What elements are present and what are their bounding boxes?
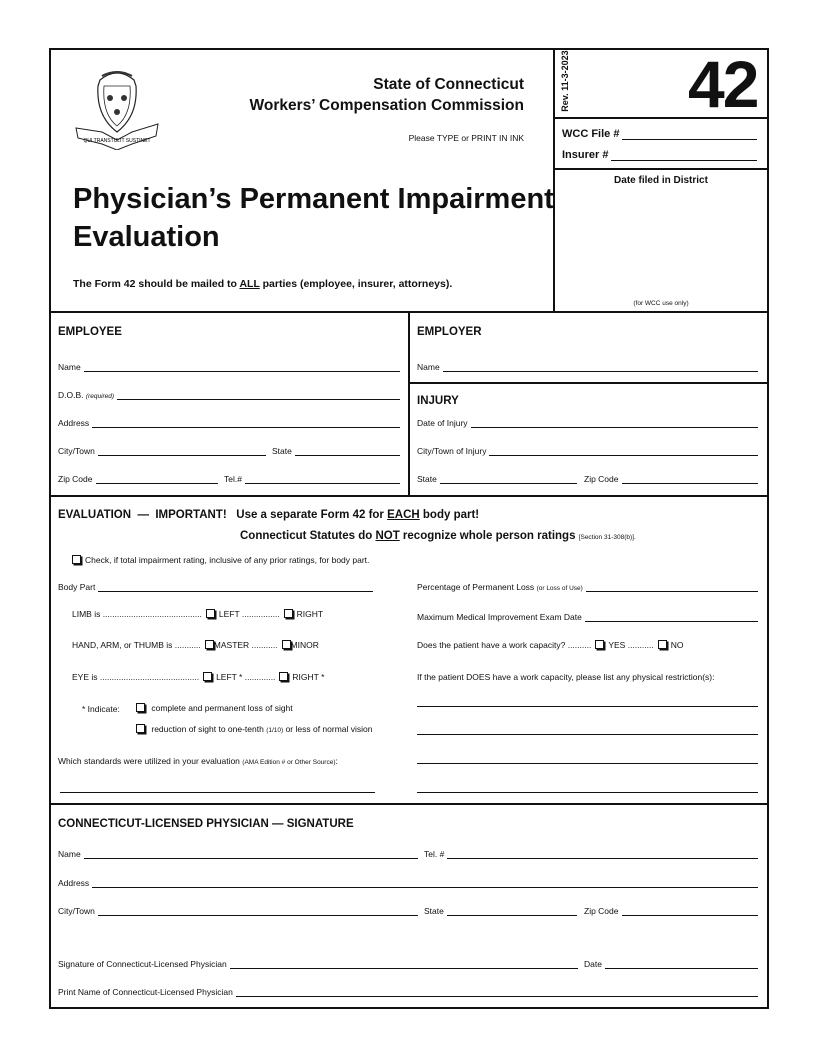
- wcc-file-field[interactable]: [562, 126, 757, 140]
- right-label: RIGHT *: [292, 672, 325, 682]
- label: Address: [58, 418, 90, 428]
- loss-of-sight-option[interactable]: [132, 703, 293, 713]
- label: City/Town: [58, 906, 95, 916]
- form-title: [73, 180, 554, 256]
- statute-section: [Section 31-308(b)].: [578, 534, 636, 541]
- employee-address-field[interactable]: [58, 416, 400, 428]
- minor-label: MINOR: [290, 640, 319, 650]
- eye-side: [72, 672, 324, 682]
- label: Does the patient have a work capacity? ..........: [417, 640, 592, 650]
- label: Zip Code: [584, 474, 619, 484]
- mail-note: [73, 278, 452, 290]
- label: City/Town: [58, 446, 95, 456]
- physician-tel-field[interactable]: [424, 847, 758, 859]
- employer-section: [408, 311, 769, 384]
- wcc-use-note: (for WCC use only): [633, 300, 689, 307]
- label: Percentage of Permanent Loss: [417, 582, 535, 592]
- wcc-file-label: WCC File #: [562, 128, 620, 140]
- employee-tel-field[interactable]: [224, 472, 400, 484]
- mail-note-all: ALL: [239, 278, 260, 290]
- label: Name: [58, 362, 81, 372]
- label: LIMB is ..........................................: [72, 609, 202, 619]
- signature-date-field[interactable]: [584, 957, 758, 969]
- left-label: LEFT * .............: [216, 672, 276, 682]
- fraction: (1/10): [266, 727, 284, 734]
- restrictions-label: If the patient DOES have a work capacity, please list any physical restriction(s):: [417, 672, 715, 682]
- label: State: [417, 474, 437, 484]
- evaluation-title: EVALUATION: [58, 509, 132, 521]
- percentage-loss-field[interactable]: [417, 580, 758, 592]
- statute-post: recognize whole person ratings: [399, 530, 576, 542]
- separate-note-end: body part!: [419, 509, 480, 521]
- employee-name-field[interactable]: [58, 360, 400, 372]
- label: State: [424, 906, 444, 916]
- restriction-line-4[interactable]: [417, 792, 758, 793]
- master-checkbox[interactable]: [205, 640, 214, 649]
- label: reduction of sight to one-tenth: [151, 724, 264, 734]
- label: HAND, ARM, or THUMB is ...........: [72, 640, 201, 650]
- physician-signature-field[interactable]: [58, 957, 578, 969]
- wcc-file-box: [553, 117, 769, 170]
- date-filed-label: Date filed in District: [614, 175, 708, 186]
- checkbox[interactable]: [136, 703, 145, 712]
- limb-side: [72, 609, 323, 619]
- master-label: MASTER ...........: [213, 640, 278, 650]
- separate-note: Use a separate Form 42 for: [236, 509, 388, 521]
- checkbox[interactable]: [136, 724, 145, 733]
- label: Name: [417, 362, 440, 372]
- total-rating-check[interactable]: [68, 555, 369, 565]
- colon: :: [335, 756, 338, 766]
- employer-name-field[interactable]: [417, 360, 758, 372]
- employee-heading: EMPLOYEE: [58, 326, 122, 338]
- dash: —: [137, 509, 149, 521]
- state-title: State of Connecticut: [373, 76, 524, 93]
- form-title-line1: Physician’s Permanent Impairment: [73, 183, 554, 215]
- limb-left-checkbox[interactable]: [206, 609, 215, 618]
- physician-address-field[interactable]: [58, 876, 758, 888]
- physician-print-name-field[interactable]: [58, 985, 758, 997]
- label: Signature of Connecticut-Licensed Physician: [58, 959, 227, 969]
- form-number: 42: [688, 47, 758, 121]
- restriction-line-3[interactable]: [417, 763, 758, 764]
- svg-text:QUI TRANSTULIT SUSTINET: QUI TRANSTULIT SUSTINET: [83, 138, 151, 144]
- label: Zip Code: [584, 906, 619, 916]
- important-label: IMPORTANT!: [155, 509, 227, 521]
- label: City/Town of Injury: [417, 446, 487, 456]
- statute-pre: Connecticut Statutes do: [240, 530, 376, 542]
- physician-zip-field[interactable]: [584, 904, 758, 916]
- statute-note: [240, 530, 636, 542]
- no-checkbox[interactable]: [658, 640, 667, 649]
- note: (or Loss of Use): [536, 585, 583, 592]
- insurer-field[interactable]: [562, 147, 757, 161]
- employee-city-field[interactable]: [58, 444, 266, 456]
- injury-city-field[interactable]: [417, 444, 758, 456]
- label: Which standards were utilized in your evaluation: [58, 756, 240, 766]
- employer-heading: EMPLOYER: [417, 326, 482, 338]
- physician-name-field[interactable]: [58, 847, 418, 859]
- standards-input-line[interactable]: [60, 792, 375, 793]
- employee-state-field[interactable]: [272, 444, 400, 456]
- note: (AMA Edition # or Other Source): [242, 759, 336, 766]
- label: D.O.B.: [58, 390, 84, 400]
- label: Tel. #: [424, 849, 445, 859]
- no-label: NO: [670, 640, 684, 650]
- label: Print Name of Connecticut-Licensed Physician: [58, 987, 233, 997]
- label: Date of Injury: [417, 418, 468, 428]
- label: Address: [58, 878, 90, 888]
- standards-label: [58, 756, 338, 766]
- commission-title: Workers’ Compensation Commission: [249, 97, 524, 114]
- mail-note-pre: The Form 42 should be mailed to: [73, 278, 240, 290]
- insurer-label: Insurer #: [562, 149, 609, 161]
- left-label: LEFT ................: [218, 609, 280, 619]
- yes-checkbox[interactable]: [595, 640, 604, 649]
- physician-state-field[interactable]: [424, 904, 577, 916]
- yes-label: YES ...........: [608, 640, 654, 650]
- label: complete and permanent loss of sight: [151, 703, 293, 713]
- injury-heading: INJURY: [417, 395, 459, 407]
- required-note: (required): [85, 393, 115, 400]
- mmi-date-field[interactable]: [417, 610, 758, 622]
- evaluation-heading: [58, 509, 479, 521]
- indicate-label: * Indicate:: [82, 704, 120, 714]
- ink-note: Please TYPE or PRINT IN INK: [408, 133, 524, 143]
- not-word: NOT: [375, 530, 400, 542]
- mail-note-post: parties (employee, insurer, attorneys).: [259, 278, 453, 290]
- label: Check, if total impairment rating, inclusive of any prior ratings, for body part.: [85, 555, 370, 565]
- label-end: or less of normal vision: [285, 724, 373, 734]
- label: Date: [584, 959, 602, 969]
- physician-city-field[interactable]: [58, 904, 418, 916]
- label: State: [272, 446, 292, 456]
- each-word: EACH: [387, 509, 420, 521]
- eye-left-checkbox[interactable]: [203, 672, 212, 681]
- form-title-line2: Evaluation: [73, 221, 220, 253]
- injury-zip-field[interactable]: [584, 472, 758, 484]
- restriction-line-2[interactable]: [417, 734, 758, 735]
- right-label: RIGHT: [296, 609, 324, 619]
- label: Maximum Medical Improvement Exam Date: [417, 612, 582, 622]
- restriction-line-1[interactable]: [417, 706, 758, 707]
- hand-dominance: [72, 640, 319, 650]
- injury-date-field[interactable]: [417, 416, 758, 428]
- body-part-field[interactable]: [58, 580, 373, 592]
- limb-right-checkbox[interactable]: [284, 609, 293, 618]
- physician-heading: CONNECTICUT-LICENSED PHYSICIAN — SIGNATURE: [58, 818, 354, 830]
- label: Zip Code: [58, 474, 93, 484]
- minor-checkbox[interactable]: [282, 640, 291, 649]
- label: EYE is ..........................................: [72, 672, 200, 682]
- connecticut-seal-logo: [72, 66, 162, 150]
- employee-dob-field[interactable]: [58, 388, 400, 400]
- injury-state-field[interactable]: [417, 472, 577, 484]
- checkbox[interactable]: [72, 555, 81, 564]
- reduction-of-sight-option[interactable]: [132, 724, 373, 734]
- revision-date: Rev. 11-3-2023: [560, 50, 570, 112]
- employee-section: [49, 311, 410, 497]
- label: Tel.#: [224, 474, 242, 484]
- employee-zip-field[interactable]: [58, 472, 218, 484]
- label: Name: [58, 849, 81, 859]
- label: Body Part: [58, 582, 96, 592]
- work-capacity-question: [417, 640, 683, 650]
- eye-right-checkbox[interactable]: [279, 672, 288, 681]
- date-filed-box: [553, 168, 769, 313]
